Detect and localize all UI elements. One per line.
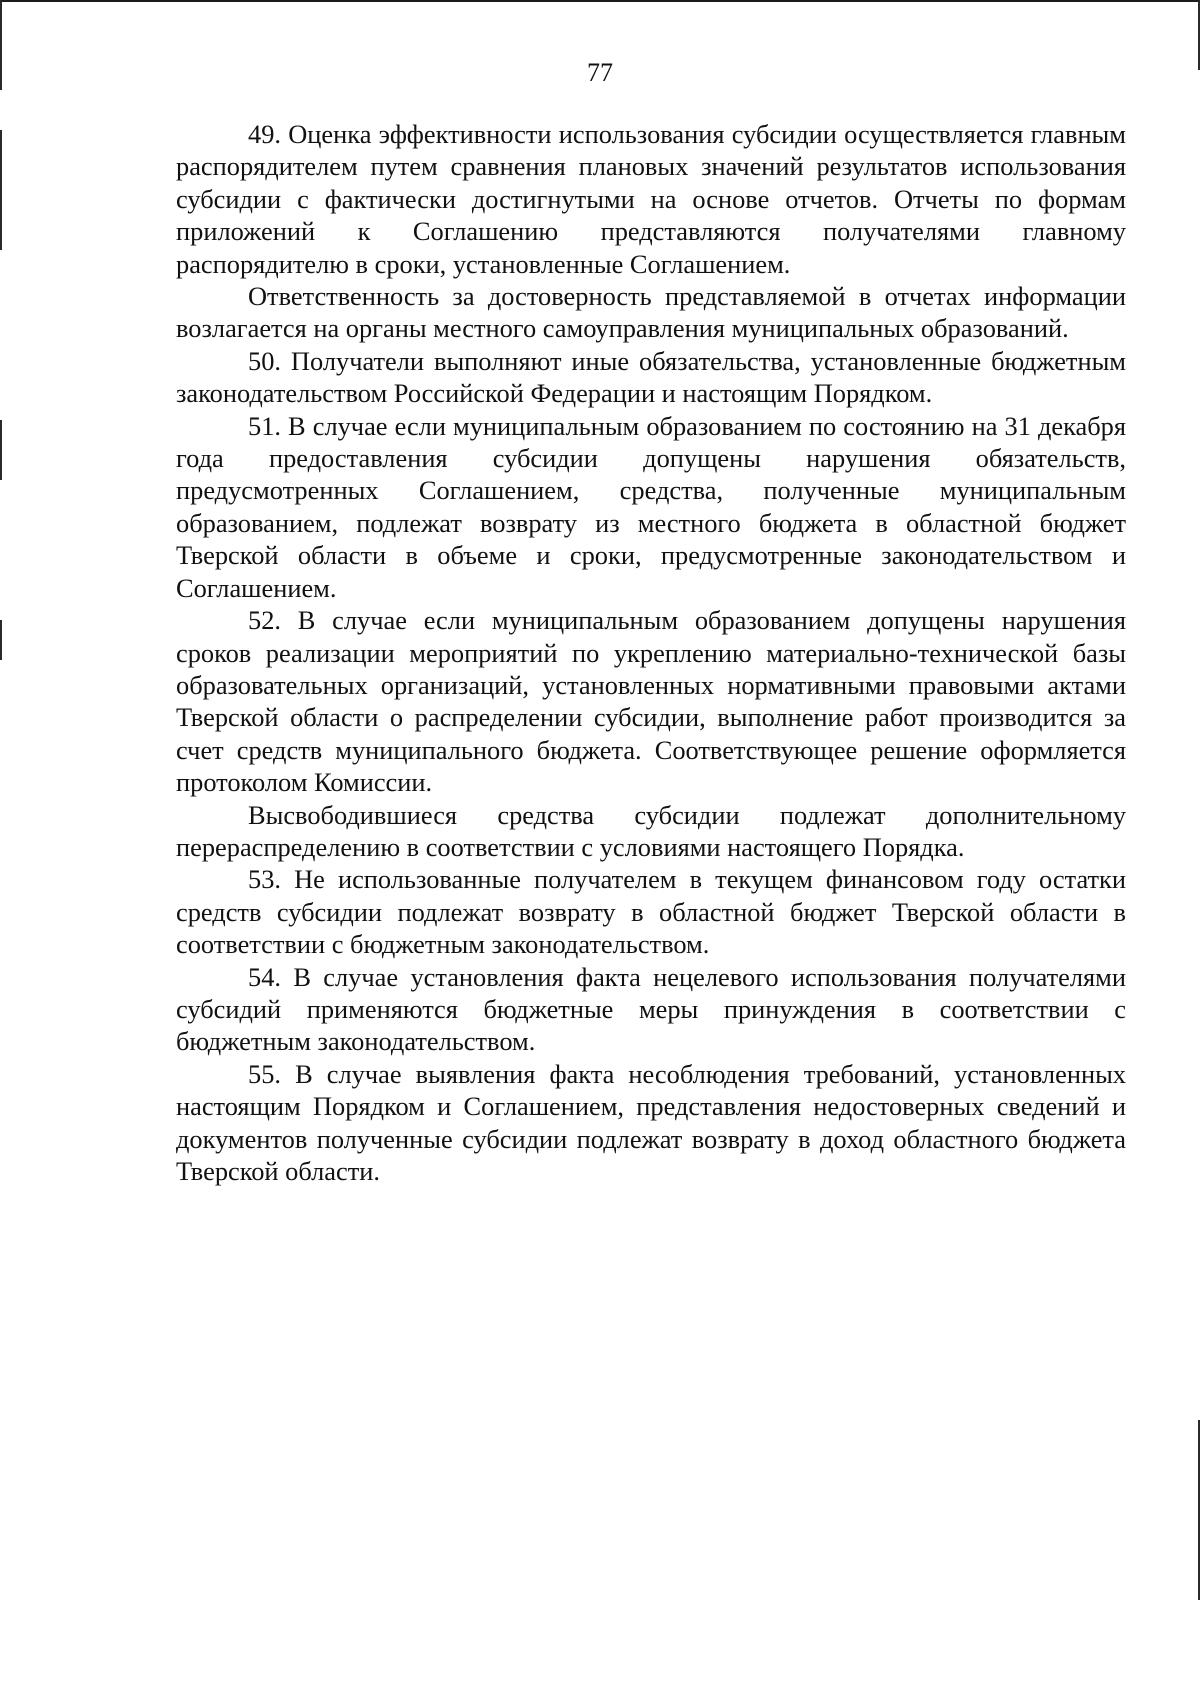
paragraph-released-funds: Высвободившиеся средства субсидии подлежат дополнительному перераспределению в соответствии с условиями настоящего Порядка.: [176, 799, 1126, 862]
scan-edge-left: [0, 420, 2, 480]
scan-edge-left: [0, 130, 2, 250]
paragraph-51: 51. В случае если муниципальным образованием по состоянию на 31 декабря года предоставления субсидии допущены нарушения обязательств, предусмотренных Соглашением, средства, полученные муниципальным образованием, подлежат возврату из местного бюджета в областной бюджет Тверской области в объеме и сроки, предусмотренные законодательством и Соглашением.: [176, 410, 1126, 603]
page-number: 77: [587, 58, 613, 87]
paragraph-50: 50. Получатели выполняют иные обязательства, установленные бюджетным законодательством Российской Федерации и настоящим Порядком.: [176, 345, 1126, 409]
paragraph-49: 49. Оценка эффективности использования субсидии осуществляется главным распорядителем путем сравнения плановых значений результатов использования субсидии с фактически достигнутыми на основе отчетов. Отчеты по формам приложений к Соглашению представляются получателями главному распорядителю в сроки, установленные Соглашением.: [176, 119, 1126, 279]
scan-edge-left: [0, 620, 2, 660]
scan-edge-top: [0, 0, 1200, 2]
paragraph-55: 55. В случае выявления факта несоблюдения требований, установленных настоящим Порядком и Соглашением, представления недостоверных сведений и документов полученные субсидии подлежат возврату в доход областного бюджета Тверской области.: [176, 1058, 1126, 1186]
paragraph-53: 53. Не использованные получателем в текущем финансовом году остатки средств субсидии подлежат возврату в областной бюджет Тверской области в соответствии с бюджетным законодательством.: [176, 864, 1126, 960]
paragraph-54: 54. В случае установления факта нецелевого использования получателями субсидий применяются бюджетные меры принуждения в соответствии с бюджетным законодательством.: [176, 961, 1126, 1057]
paragraph-responsibility: Ответственность за достоверность представляемой в отчетах информации возлагается на органы местного самоуправления муниципальных образований.: [176, 281, 1126, 344]
paragraph-52: 52. В случае если муниципальным образованием допущены нарушения сроков реализации мероприятий по укреплению материально-технической базы образовательных организаций, установленных нормативными правовыми актами Тверской области о распределении субсидии, выполнение работ производится за счет средств муниципального бюджета. Соответствующее решение оформляется протоколом Комиссии.: [176, 605, 1126, 798]
document-body: [176, 118, 1126, 1187]
